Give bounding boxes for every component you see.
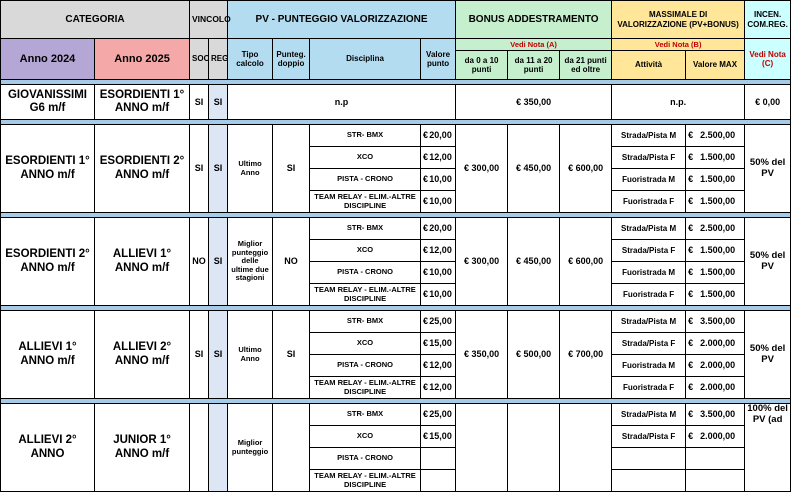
reg-value: SI: [209, 85, 228, 120]
euro-sign: €: [423, 431, 429, 442]
disciplina: STR- BMX: [310, 311, 421, 333]
valore-punto-amount: 12,00: [429, 245, 452, 256]
header-anno-2024: Anno 2024: [1, 39, 95, 80]
disciplina: TEAM RELAY - ELIM.-ALTRE DISCIPLINE: [310, 284, 421, 306]
bonus-range-3: da 21 punti ed oltre: [564, 55, 607, 74]
cat-2025: JUNIOR 1° ANNO m/f: [95, 404, 190, 492]
bonus-value: € 500,00: [508, 311, 560, 399]
valore-punto: [421, 404, 456, 426]
punteggio-doppio: SI: [273, 125, 310, 213]
valore-max-amount: 2.500,00: [700, 223, 736, 234]
valore-punto-amount: 12,00: [429, 360, 452, 371]
attivita: Strada/Pista M: [612, 311, 686, 333]
valore-punto-amount: 10,00: [429, 196, 452, 207]
bonus-value: [560, 404, 612, 492]
euro-sign: €: [423, 409, 429, 420]
euro-sign: €: [688, 316, 694, 327]
attivita: Fuoristrada M: [612, 169, 686, 191]
header-bonus: BONUS ADDESTRAMENTO: [456, 1, 612, 39]
valore-max-amount: 3.500,00: [700, 409, 736, 420]
euro-sign: €: [688, 289, 694, 300]
euro-sign: €: [688, 196, 694, 207]
reg-value: SI: [209, 311, 228, 399]
valore-max: [686, 404, 745, 426]
bonus-value: € 600,00: [560, 218, 612, 306]
attivita: Strada/Pista M: [612, 218, 686, 240]
header-punteg-doppio: Punteg. doppio: [273, 39, 310, 80]
header-soc: SOC: [190, 39, 209, 80]
valore-max-amount: 2.000,00: [700, 360, 736, 371]
group-row: [1, 125, 791, 147]
euro-sign: €: [423, 289, 429, 300]
reg-value: SI: [209, 218, 228, 306]
euro-sign: €: [688, 245, 694, 256]
attivita: Fuoristrada F: [612, 191, 686, 213]
euro-sign: €: [688, 382, 694, 393]
valore-punto-amount: 15,00: [429, 338, 452, 349]
disciplina: STR- BMX: [310, 218, 421, 240]
incen-value: 50% del PV: [745, 311, 791, 399]
euro-sign: €: [688, 130, 694, 141]
header-tipo-calcolo: Tipo calcolo: [228, 39, 273, 80]
valore-max: [686, 218, 745, 240]
euro-sign: €: [688, 223, 694, 234]
valore-punto: [421, 377, 456, 399]
euro-sign: €: [688, 174, 694, 185]
valore-punto-amount: 10,00: [429, 174, 452, 185]
euro-sign: €: [423, 174, 429, 185]
valore-max: [686, 147, 745, 169]
soc-value: SI: [190, 311, 209, 399]
incen-value: 50% del PV: [745, 218, 791, 306]
reg-value: SI: [209, 125, 228, 213]
valore-max: [686, 470, 745, 492]
disciplina: TEAM RELAY - ELIM.-ALTRE DISCIPLINE: [310, 377, 421, 399]
valore-max-amount: 1.500,00: [700, 174, 736, 185]
attivita: Fuoristrada M: [612, 355, 686, 377]
bonus-value: € 450,00: [508, 125, 560, 213]
valore-max: [686, 355, 745, 377]
valore-punto: [421, 284, 456, 306]
valore-punto-amount: 15,00: [429, 431, 452, 442]
euro-sign: €: [688, 409, 694, 420]
valore-punto: [421, 355, 456, 377]
soc-value: [190, 404, 209, 492]
valore-max-amount: 1.500,00: [700, 196, 736, 207]
group-row: [1, 404, 791, 426]
valore-max: [686, 240, 745, 262]
incen-value: € 0,00: [745, 85, 791, 120]
valore-punto-amount: 12,00: [429, 152, 452, 163]
punteggio-doppio: NO: [273, 218, 310, 306]
soc-value: SI: [190, 125, 209, 213]
euro-sign: €: [688, 267, 694, 278]
cat-2024: ALLIEVI 2° ANNO: [1, 404, 95, 492]
valore-max: [686, 377, 745, 399]
valore-punto: [421, 262, 456, 284]
valore-punto-amount: 25,00: [429, 316, 452, 327]
cat-2025: ESORDIENTI 1° ANNO m/f: [95, 85, 190, 120]
header-valore-punto: Valore punto: [421, 39, 456, 80]
nota-b: Vedi Nota (B): [612, 39, 744, 51]
header-massimale: MASSIMALE DI VALORIZZAZIONE (PV+BONUS): [612, 1, 745, 39]
euro-sign: €: [423, 316, 429, 327]
attivita: Strada/Pista M: [612, 125, 686, 147]
row-giovanissimi: [1, 85, 791, 120]
valore-punto: [421, 333, 456, 355]
bonus-range-2: da 11 a 20 punti: [508, 51, 560, 79]
euro-sign: €: [688, 338, 694, 349]
attivita: Strada/Pista F: [612, 426, 686, 448]
euro-sign: €: [688, 431, 694, 442]
valore-max-amount: 3.500,00: [700, 316, 736, 327]
valore-max-amount: 1.500,00: [700, 152, 736, 163]
disciplina: XCO: [310, 426, 421, 448]
euro-sign: €: [423, 223, 429, 234]
valore-max: [686, 169, 745, 191]
valore-max: [686, 448, 745, 470]
valore-max: [686, 191, 745, 213]
valore-max-amount: 2.000,00: [700, 338, 736, 349]
disciplina: TEAM RELAY - ELIM.-ALTRE DISCIPLINE: [310, 191, 421, 213]
valore-punto-amount: 12,00: [429, 382, 452, 393]
attivita: Strada/Pista F: [612, 147, 686, 169]
valore-punto: [421, 147, 456, 169]
valore-punto: [421, 426, 456, 448]
header-pv: PV - PUNTEGGIO VALORIZZAZIONE: [228, 1, 456, 39]
cat-2025: ALLIEVI 1° ANNO m/f: [95, 218, 190, 306]
valore-punto: [421, 311, 456, 333]
punteggio-doppio: SI: [273, 311, 310, 399]
header-bonus-ranges: [456, 39, 612, 80]
group-row: [1, 218, 791, 240]
soc-value: SI: [190, 85, 209, 120]
valore-punto: [421, 448, 456, 470]
attivita: Strada/Pista F: [612, 240, 686, 262]
tipo-calcolo: Ultimo Anno: [228, 311, 273, 399]
valore-punto-amount: 25,00: [429, 409, 452, 420]
tipo-calcolo: Ultimo Anno: [228, 125, 273, 213]
bonus-value: € 350,00: [456, 311, 508, 399]
valore-punto: [421, 169, 456, 191]
bonus-value: € 700,00: [560, 311, 612, 399]
disciplina: PISTA - CRONO: [310, 169, 421, 191]
bonus-range-1: da 0 a 10 punti: [456, 51, 508, 79]
cat-2025: ESORDIENTI 2° ANNO m/f: [95, 125, 190, 213]
attivita: Fuoristrada F: [612, 377, 686, 399]
header-attivita: Attività: [612, 51, 686, 79]
valore-max-amount: 2.000,00: [700, 431, 736, 442]
header-row-2: [1, 39, 791, 80]
cat-2024: ESORDIENTI 2° ANNO m/f: [1, 218, 95, 306]
disciplina: STR- BMX: [310, 125, 421, 147]
disciplina: PISTA - CRONO: [310, 355, 421, 377]
bonus-value: € 450,00: [508, 218, 560, 306]
cat-2025: ALLIEVI 2° ANNO m/f: [95, 311, 190, 399]
cat-2024: ALLIEVI 1° ANNO m/f: [1, 311, 95, 399]
euro-sign: €: [423, 130, 429, 141]
punteggio-doppio: [273, 404, 310, 492]
euro-sign: €: [423, 196, 429, 207]
attivita: Strada/Pista F: [612, 333, 686, 355]
valore-max: [686, 284, 745, 306]
disciplina: PISTA - CRONO: [310, 448, 421, 470]
header-row-1: [1, 1, 791, 39]
euro-sign: €: [688, 152, 694, 163]
valore-punto-amount: 10,00: [429, 289, 452, 300]
incen-value: 50% del PV: [745, 125, 791, 213]
valore-max: [686, 262, 745, 284]
valore-max: [686, 125, 745, 147]
cat-2024: GIOVANISSIMI G6 m/f: [1, 85, 95, 120]
disciplina: PISTA - CRONO: [310, 262, 421, 284]
valore-max-amount: 2.500,00: [700, 130, 736, 141]
euro-sign: €: [423, 382, 429, 393]
valore-max-amount: 2.000,00: [700, 382, 736, 393]
valore-punto-amount: 20,00: [429, 223, 452, 234]
disciplina: XCO: [310, 147, 421, 169]
bonus-value: € 300,00: [456, 125, 508, 213]
header-valore-max: Valore MAX: [693, 60, 738, 70]
header-categoria: CATEGORIA: [1, 1, 190, 39]
valore-punto-amount: 20,00: [429, 130, 452, 141]
euro-sign: €: [423, 152, 429, 163]
attivita: Fuoristrada F: [612, 284, 686, 306]
disciplina: STR- BMX: [310, 404, 421, 426]
valore-punto-amount: 10,00: [429, 267, 452, 278]
valore-punto: [421, 470, 456, 492]
valore-max: [686, 311, 745, 333]
disciplina: XCO: [310, 240, 421, 262]
bonus-value: € 300,00: [456, 218, 508, 306]
attivita: [612, 448, 686, 470]
euro-sign: €: [423, 245, 429, 256]
attivita: Fuoristrada M: [612, 262, 686, 284]
nota-c: Vedi Nota (C): [745, 39, 791, 80]
nota-a: Vedi Nota (A): [456, 39, 611, 51]
group-row: [1, 311, 791, 333]
valore-max-amount: 1.500,00: [700, 267, 736, 278]
disciplina: TEAM RELAY - ELIM.-ALTRE DISCIPLINE: [310, 470, 421, 492]
massimale-value: n.p.: [612, 85, 745, 120]
header-reg: REG: [209, 39, 228, 80]
valore-punto: [421, 191, 456, 213]
valore-max: [686, 426, 745, 448]
header-incen: INCEN. COM.REG.: [745, 1, 791, 39]
euro-sign: €: [688, 360, 694, 371]
valore-punto: [421, 218, 456, 240]
disciplina: XCO: [310, 333, 421, 355]
soc-value: NO: [190, 218, 209, 306]
tipo-calcolo: Miglior punteggio delle ultime due stagioni: [228, 218, 273, 306]
header-massimale-sub: [612, 39, 745, 80]
bonus-value: € 600,00: [560, 125, 612, 213]
bonus-value: € 350,00: [456, 85, 612, 120]
valore-punto: [421, 240, 456, 262]
euro-sign: €: [423, 360, 429, 371]
header-disciplina: Disciplina: [310, 39, 421, 80]
reg-value: [209, 404, 228, 492]
attivita: [612, 470, 686, 492]
bonus-value: [456, 404, 508, 492]
header-anno-2025: Anno 2025: [95, 39, 190, 80]
header-vincolo: VINCOLO: [190, 1, 228, 39]
euro-sign: €: [423, 267, 429, 278]
valore-max-amount: 1.500,00: [700, 289, 736, 300]
cat-2024: ESORDIENTI 1° ANNO m/f: [1, 125, 95, 213]
incen-value: 100% del PV (ad: [745, 404, 791, 492]
euro-sign: €: [423, 338, 429, 349]
pv-value: n.p: [228, 85, 456, 120]
bonus-value: [508, 404, 560, 492]
tipo-calcolo: Miglior punteggio: [228, 404, 273, 492]
attivita: Strada/Pista M: [612, 404, 686, 426]
valore-max: [686, 333, 745, 355]
valore-max-amount: 1.500,00: [700, 245, 736, 256]
valore-punto: [421, 125, 456, 147]
